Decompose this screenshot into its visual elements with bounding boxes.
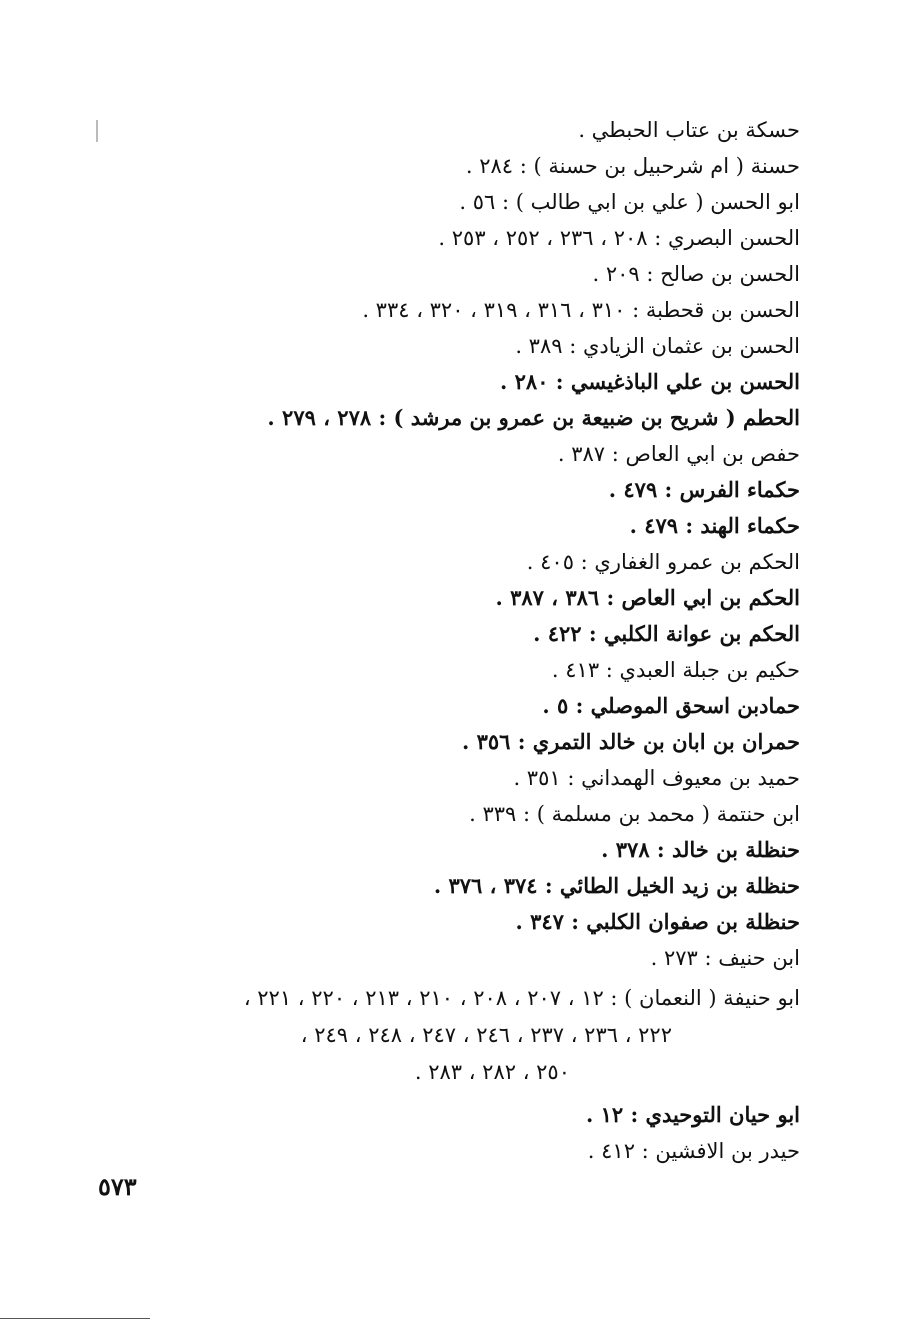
index-entry: حمران بن ابان بن خالد التمري : ٣٥٦ .	[461, 729, 800, 754]
index-entry: ابن حنيف : ٢٧٣ .	[650, 946, 800, 970]
index-entry: الحكم بن ابي العاص : ٣٨٦ ، ٣٨٧ .	[495, 585, 800, 610]
index-entry: الحسن بن علي الباذغيسي : ٢٨٠ .	[500, 369, 800, 394]
index-entry-abu-hanifa	[100, 980, 800, 1091]
entry-continuation-line: ٢٥٠ ، ٢٨٢ ، ٢٨٣ .	[414, 1060, 570, 1084]
entry-continuation-line: ٢٢٢ ، ٢٣٦ ، ٢٣٧ ، ٢٤٦ ، ٢٤٧ ، ٢٤٨ ، ٢٤٩ ،	[300, 1023, 672, 1047]
index-entry: حفص بن ابي العاص : ٣٨٧ .	[557, 442, 800, 466]
index-list	[100, 112, 800, 1169]
index-entry: الحسن بن صالح : ٢٠٩ .	[592, 262, 800, 286]
index-entry: الحسن بن عثمان الزيادي : ٣٨٩ .	[515, 334, 800, 358]
index-entry: الحكم بن عمرو الغفاري : ٤٠٥ .	[526, 550, 800, 574]
entry-line: ابو حنيفة ( النعمان ) : ١٢ ، ٢٠٧ ، ٢٠٨ ، ٢١٠ ، ٢١٣ ، ٢٢٠ ، ٢٢١ ،	[243, 986, 800, 1010]
footer-rule	[0, 1318, 150, 1319]
index-entry: حكيم بن جبلة العبدي : ٤١٣ .	[551, 658, 800, 682]
index-entry: حميد بن معيوف الهمداني : ٣٥١ .	[513, 766, 800, 790]
index-entry: حكماء الفرس : ٤٧٩ .	[608, 477, 800, 502]
index-entry: حنظلة بن خالد : ٣٧٨ .	[601, 837, 800, 862]
index-entry: الحطم ( شريح بن ضبيعة بن عمرو بن مرشد ) : ٢٧٨ ، ٢٧٩ .	[267, 405, 800, 430]
index-entry: ابو حيان التوحيدي : ١٢ .	[585, 1102, 800, 1127]
scan-mark	[96, 120, 98, 142]
index-entry: حنظلة بن صفوان الكلبي : ٣٤٧ .	[515, 909, 800, 934]
index-entry: حمادبن اسحق الموصلي : ٥ .	[542, 693, 800, 718]
index-entry: الحكم بن عوانة الكلبي : ٤٢٢ .	[533, 621, 800, 646]
index-entry: ابو الحسن ( علي بن ابي طالب ) : ٥٦ .	[459, 190, 800, 214]
index-entry: الحسن البصري : ٢٠٨ ، ٢٣٦ ، ٢٥٢ ، ٢٥٣ .	[438, 226, 800, 250]
index-entry: حكماء الهند : ٤٧٩ .	[629, 513, 800, 538]
page-number: ٥٧٣	[98, 1172, 137, 1201]
index-entry: حنظلة بن زيد الخيل الطائي : ٣٧٤ ، ٣٧٦ .	[433, 873, 800, 898]
index-entry: حسنة ( ام شرحبيل بن حسنة ) : ٢٨٤ .	[465, 154, 800, 178]
index-entry: حسكة بن عتاب الحبطي .	[578, 118, 800, 142]
index-entry: الحسن بن قحطبة : ٣١٠ ، ٣١٦ ، ٣١٩ ، ٣٢٠ ، ٣٣٤ .	[362, 298, 800, 322]
index-entry: ابن حنتمة ( محمد بن مسلمة ) : ٣٣٩ .	[469, 802, 800, 826]
index-entry: حيدر بن الافشين : ٤١٢ .	[587, 1139, 800, 1163]
